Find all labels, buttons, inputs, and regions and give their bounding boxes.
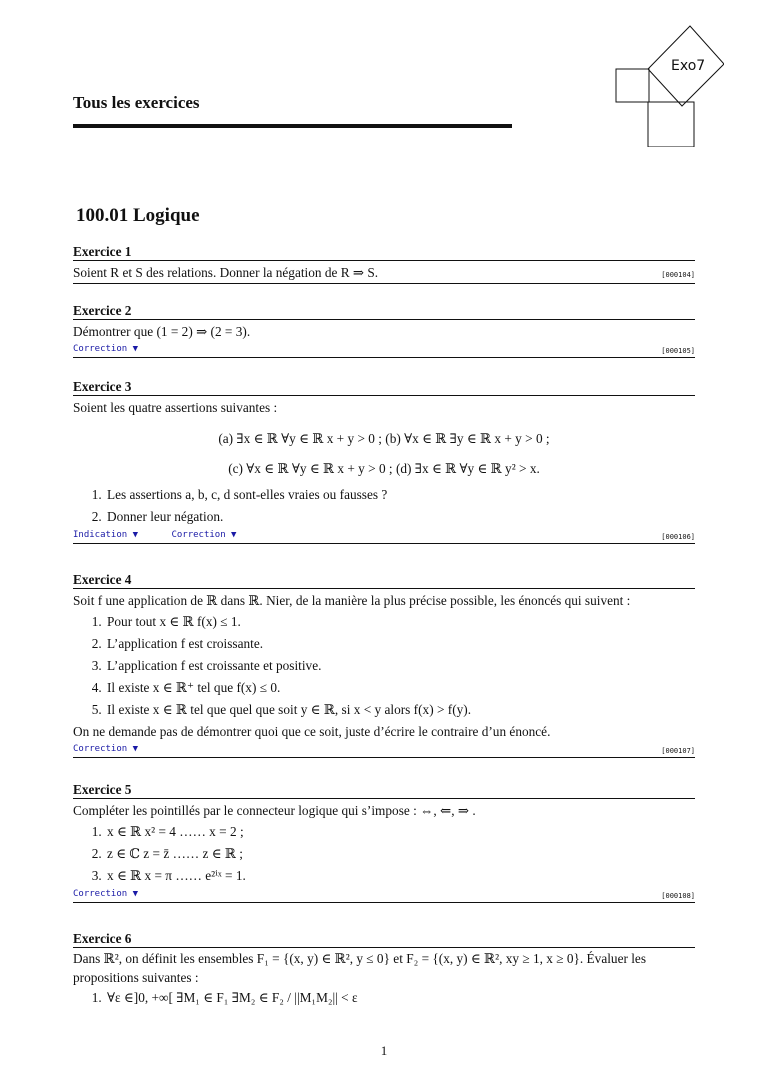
list-item: 1. Pour tout x ∈ ℝ f(x) ≤ 1.	[105, 611, 695, 633]
exercise-links	[73, 887, 695, 902]
page-number: 1	[380, 1043, 388, 1058]
exercise-4	[73, 571, 695, 758]
exercise-1	[73, 243, 695, 284]
list-item: 1. x ∈ ℝ x² = 4 …… x = 2 ;	[105, 821, 695, 843]
title-rule	[73, 124, 512, 128]
exercise-note: On ne demande pas de démontrer quoi que ce soit, juste d’écrire le contraire d’un énoncé.	[73, 724, 551, 739]
list-item: 2. L’application f est croissante.	[105, 633, 695, 655]
document-title: Tous les exercices	[73, 93, 200, 112]
exercise-list	[73, 484, 695, 528]
logo-text: Exo7	[671, 58, 706, 74]
exercise-heading: Exercice 6	[73, 931, 132, 946]
exercise-rule	[73, 260, 695, 261]
exercise-ref: [000107]	[661, 747, 695, 755]
exercise-foot-rule	[73, 283, 695, 284]
list-item: 1. Les assertions a, b, c, d sont-elles vraies ou fausses ?	[105, 484, 695, 506]
exercise-links	[73, 742, 695, 757]
exercise-statement: Soient les quatre assertions suivantes :	[73, 400, 278, 415]
correction-link[interactable]: Correction ▼	[73, 744, 139, 754]
correction-link[interactable]: Correction ▼	[73, 344, 139, 354]
exercise-rule	[73, 395, 695, 396]
list-item: 4. Il existe x ∈ ℝ⁺ tel que f(x) ≤ 0.	[105, 677, 695, 699]
exercise-heading: Exercice 4	[73, 572, 132, 587]
exercise-2	[73, 302, 695, 358]
indication-link[interactable]: Indication ▼	[73, 530, 139, 540]
exercise-statement: Démontrer que (1 = 2) ⇒ (2 = 3).	[73, 324, 251, 339]
list-item: 5. Il existe x ∈ ℝ tel que quel que soit y ∈ ℝ, si x < y alors f(x) > f(y).	[105, 699, 695, 721]
assertions-line-1: (a) ∃x ∈ ℝ ∀y ∈ ℝ x + y > 0 ; (b) ∀x ∈ ℝ ∃y ∈ ℝ x + y > 0 ;	[218, 431, 550, 446]
exercise-heading: Exercice 2	[73, 303, 132, 318]
exo7-logo	[612, 22, 724, 147]
exercise-heading: Exercice 5	[73, 782, 132, 797]
exercise-rule	[73, 947, 695, 948]
correction-link[interactable]: Correction ▼	[171, 530, 237, 540]
exercise-5	[73, 781, 695, 903]
exercise-foot-rule	[73, 543, 695, 544]
exercise-heading: Exercice 1	[73, 244, 132, 259]
list-item: 3. L’application f est croissante et positive.	[105, 655, 695, 677]
exercise-foot-rule	[73, 902, 695, 903]
section-title: 100.01 Logique	[76, 205, 200, 226]
exercise-6	[73, 930, 695, 1009]
exercise-rule	[73, 588, 695, 589]
exercise-statement: Compléter les pointillés par le connecteur logique qui s’impose : ⇔, ⇐, ⇒ .	[73, 803, 476, 818]
assertions-line-2: (c) ∀x ∈ ℝ ∀y ∈ ℝ x + y > 0 ; (d) ∃x ∈ ℝ ∀y ∈ ℝ y² > x.	[228, 461, 540, 476]
exercise-foot-rule	[73, 757, 695, 758]
exercise-ref: [000105]	[661, 347, 695, 355]
exercise-foot-rule	[73, 357, 695, 358]
exercise-ref: [000106]	[661, 533, 695, 541]
list-item: 2. z ∈ ℂ z = z̄ …… z ∈ ℝ ;	[105, 843, 695, 865]
exercise-links	[73, 528, 695, 543]
exercise-ref: [000104]	[661, 271, 695, 279]
exercise-rule	[73, 798, 695, 799]
exercise-statement: Soient R et S des relations. Donner la négation de R ⇒ S.	[73, 265, 379, 280]
exercise-statement: Soit f une application de ℝ dans ℝ. Nier, de la manière la plus précise possible, les énoncés qui suivent :	[73, 593, 631, 608]
exercise-links	[73, 342, 695, 357]
list-item: 1. ∀ε ∈]0, +∞[ ∃M₁ ∈ F₁ ∃M₂ ∈ F₂ / ||M₁M₂|| < ε	[105, 987, 695, 1009]
correction-link[interactable]: Correction ▼	[73, 889, 139, 899]
exercise-list	[73, 611, 695, 721]
exercise-text	[73, 262, 695, 283]
exercise-heading: Exercice 3	[73, 379, 132, 394]
list-item: 3. x ∈ ℝ x = π …… e²ⁱˣ = 1.	[105, 865, 695, 887]
exercise-3	[73, 378, 695, 544]
exercise-list	[73, 987, 695, 1009]
exercise-rule	[73, 319, 695, 320]
exercise-statement: Dans ℝ², on définit les ensembles F₁ = {(x, y) ∈ ℝ², y ≤ 0} et F₂ = {(x, y) ∈ ℝ², xy ≥ 1, x ≥ 0}. Évaluer les propositions suivantes :	[73, 951, 646, 985]
exercise-list	[73, 821, 695, 887]
list-item: 2. Donner leur négation.	[105, 506, 695, 528]
exercise-ref: [000108]	[661, 892, 695, 900]
